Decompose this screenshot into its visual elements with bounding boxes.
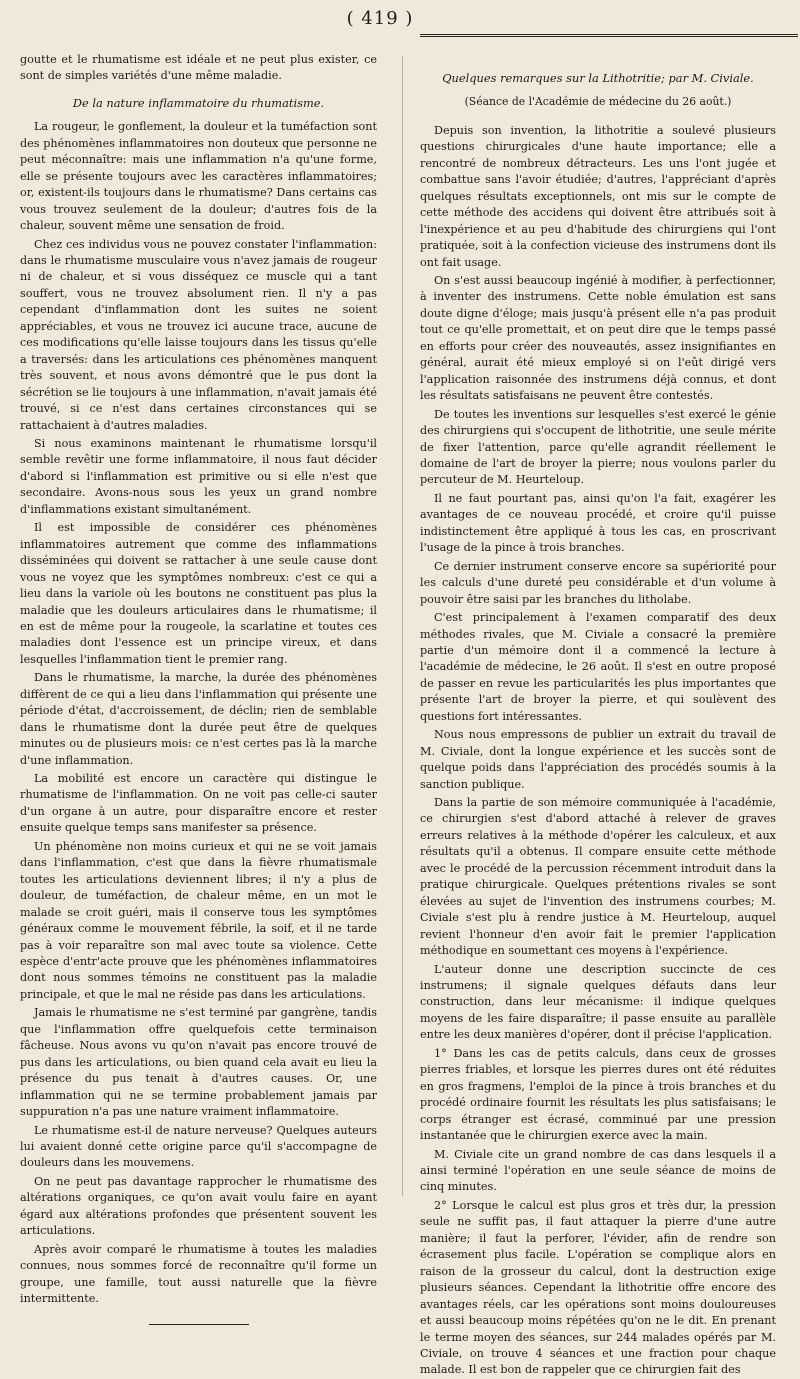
paragraph: On s'est aussi beaucoup ingénié à modifier, à perfectionner, à inventer des instrumens. Cette noble émulation est sans doute digne d'éloge; mais jusqu'à présent elle n'a pas produit tout ce qu'elle promettait, et on peut dire que le temps passé en efforts pour créer des nouveautés, assez insignifiantes en général, aurait été mieux employé si on l'eût dirigé vers l'application raisonnée des instrumens déjà connus, et dont les résultats satisfaisans ne peuvent être contestés.: [420, 273, 776, 403]
paragraph: Le rhumatisme est-il de nature nerveuse? Quelques auteurs lui avaient donné cette origine parce qu'il s'accompagne de douleurs dans les mouvemens.: [20, 1123, 377, 1170]
section-heading: De la nature inflammatoire du rhumatisme.: [72, 95, 325, 110]
left-column: [20, 52, 377, 1325]
paragraph: goutte et le rhumatisme est idéale et ne peut plus exister, ce sont de simples variétés d'une même maladie.: [20, 53, 377, 83]
paragraph: Nous nous empressons de publier un extrait du travail de M. Civiale, dont la longue expérience et les succès sont de quelque poids dans l'appréciation des procédés soumis à la sanction publique.: [420, 728, 776, 791]
paragraph: De toutes les inventions sur lesquelles s'est exercé le génie des chirurgiens qui s'occupent de lithotritie, une seule mérite de fixer l'attention, parce qu'elle agrandit réellement le domaine de l'art de broyer la pierre; nous voulons parler du percuteur de M. Heurteloup.: [420, 407, 776, 487]
paragraph: 2° Lorsque le calcul est plus gros et très dur, la pression seule ne suffit pas, il faut attaquer la pierre d'une autre manière; il faut la perforer, l'évider, afin de rendre son écrasement plus facile. L'opération se complique alors en raison de la grosseur du calcul, dont la destruction exige plusieurs séances. Cependant la lithotritie offre encore des avantages réels, car les opérations sont moins douloureuses et aussi beaucoup moins répétées qu'on ne le dit. En prenant le terme moyen des séances, sur 244 malades opérés par M. Civiale, on trouve 4 séances et une fraction pour chaque malade. Il est bon de rappeler que ce chirurgien fait des: [420, 1198, 776, 1377]
paragraph: Il est impossible de considérer ces phénomènes inflammatoires autrement que comme des inflammations disséminées qui doivent se rattacher à une seule cause dont vous ne voyez que les symptômes nombreux: c'est ce qui a lieu dans la variole où les boutons ne constituent pas plus la maladie que les douleurs articulaires dans le rhumatisme; il en est de même pour la rougeole, la scarlatine et toutes ces maladies dont l'essence est un principe vireux, et dans lesquelles l'inflammation tient le premier rang.: [20, 521, 377, 666]
paragraph: 1° Dans les cas de petits calculs, dans ceux de grosses pierres friables, et lorsque les pierres dures ont été réduites en gros fragmens, l'emploi de la pince à trois branches et du procédé ordinaire fournit les résultats les plus satisfaisans; le corps étranger est écrasé, comminué par une pression instantanée que le chirurgien exerce avec la main.: [420, 1046, 776, 1143]
session-note: (Séance de l'Académie de médecine du 26 août.): [464, 95, 732, 109]
paragraph: Il ne faut pourtant pas, ainsi qu'on l'a fait, exagérer les avantages de ce nouveau procédé, et croire qu'il puisse indistinctement être appliqué à tous les cas, en proscrivant l'usage de la pince à trois branches.: [420, 491, 776, 555]
page-number: ( 419 ): [346, 8, 414, 29]
paragraph: Jamais le rhumatisme ne s'est terminé par gangrène, tandis que l'inflammation offre quelquefois cette terminaison fâcheuse. Nous avons vu qu'on n'avait pas encore trouvé de pus dans les articulations, ou bien quand cela avait eu lieu la présence du pus tenait à d'autres causes. Or, une inflammation qui ne se termine probablement jamais par suppuration n'a pas une nature vraiment inflammatoire.: [20, 1006, 377, 1119]
paragraph: Après avoir comparé le rhumatisme à toutes les maladies connues, nous sommes forcé de reconnaître qu'il forme un groupe, une famille, tout aussi naturelle que la fièvre intermittente.: [20, 1242, 377, 1306]
paragraph: La mobilité est encore un caractère qui distingue le rhumatisme de l'inflammation. On ne voit pas celle-ci sauter d'un organe à un autre, pour disparaître encore et rester ensuite quelque temps sans manifester sa présence.: [20, 772, 377, 835]
paragraph: Si nous examinons maintenant le rhumatisme lorsqu'il semble revêtir une forme inflammatoire, il nous faut décider d'abord si l'inflammation est primitive ou si elle n'est que secondaire. Avons-nous sous les yeux un grand nombre d'inflammations existant simultanément.: [20, 436, 377, 516]
paragraph: Dans la partie de son mémoire communiquée à l'académie, ce chirurgien s'est d'abord attaché à relever de graves erreurs relatives à la méthode d'opérer les calculeux, et aux résultats qu'il a obtenus. Il compare ensuite cette méthode avec le procédé de la percussion récemment introduit dans la pratique chirurgicale. Quelques prétentions rivales se sont élevées au sujet de l'invention des instrumens courbes; M. Civiale s'est plu à rendre justice à M. Heurteloup, auquel revient l'honneur d'en avoir fait le premier l'application méthodique en soumettant ces moyens à l'expérience.: [420, 796, 776, 958]
paragraph: Ce dernier instrument conserve encore sa supériorité pour les calculs d'une dureté peu considérable et d'un volume à pouvoir être saisi par les branches du litholabe.: [420, 559, 776, 606]
paragraph: C'est principalement à l'examen comparatif des deux méthodes rivales, que M. Civiale a consacré la première partie d'un mémoire dont il a commencé la lecture à l'académie de médecine, le 26 août. Il s'est en outre proposé de passer en revue les particularités les plus importantes que présente l'art de broyer la pierre, et qui soulèvent des questions fort intéressantes.: [420, 611, 776, 723]
paragraph: La rougeur, le gonflement, la douleur et la tuméfaction sont des phénomènes inflammatoires non douteux que personne ne peut méconnaître: mais une inflammation n'a qu'une forme, elle se présente toujours avec les caractères inflammatoires; or, existent-ils toujours dans le rhumatisme? Dans certains cas vous trouvez seulement de la douleur; d'autres fois de la chaleur, souvent même une sensation de froid.: [20, 120, 377, 233]
right-column: [420, 60, 776, 1379]
paragraph: Dans le rhumatisme, la marche, la durée des phénomènes diffèrent de ce qui a lieu dans l'inflammation qui présente une période d'état, d'accroissement, de déclin; rien de semblable dans le rhumatisme dont la durée peut être de quelques minutes ou de plusieurs mois: ce n'est certes pas là la marche d'une inflammation.: [20, 671, 377, 767]
end-divider: [149, 1324, 249, 1325]
paragraph: Depuis son invention, la lithotritie a soulevé plusieurs questions chirurgicales d'une haute importance; elle a rencontré de nombreux détracteurs. Les uns l'ont jugée et combattue sans l'avoir étudiée; d'autres, l'appréciant d'après quelques résultats exceptionnels, ont mis sur le compte de cette méthode des accidens qui doivent être attribués soit à l'inexpérience et au peu d'habitude des chirurgiens qui l'ont pratiquée, soit à la confection vicieuse des instrumens dont ils ont fait usage.: [420, 123, 776, 269]
column-separator: [402, 56, 403, 1196]
paragraph: Chez ces individus vous ne pouvez constater l'inflammation: dans le rhumatisme musculaire vous n'avez jamais de rougeur ni de chaleur, et si vous disséquez ce muscle qui a tant souffert, vous ne trouvez absolument rien. Il n'y a pas cependant d'inflammation dont les suites ne soient appréciables, et vous ne trouvez ici aucune trace, aucune de ces modifications qu'elle laisse toujours dans les tissus qu'elle a traversés: dans les articulations ces phénomènes manquent très souvent, et nous avons démontré que le pus dont la sécrétion se lie toujours à une inflammation, n'avait jamais été trouvé, si ce n'est dans certaines circonstances qui se rattachaient à d'autres maladies.: [20, 237, 377, 432]
paragraph: L'auteur donne une description succincte de ces instrumens; il signale quelques défauts dans leur construction, dans leur mécanisme: il indique quelques moyens de les faire disparaître; il passe ensuite au parallèle entre les deux manières d'opérer, dont il précise l'application.: [420, 962, 776, 1042]
paragraph: On ne peut pas davantage rapprocher le rhumatisme des altérations organiques, ce qu'on avait voulu faire en ayant égard aux altérations profondes que présentent souvent les articulations.: [20, 1174, 377, 1238]
paragraph: Un phénomène non moins curieux et qui ne se voit jamais dans l'inflammation, c'est que dans la fièvre rhumatismale toutes les articulations deviennent libres; il n'y a plus de douleur, de tuméfaction, de chaleur même, en un mot le malade se croit guéri, mais il conserve tous les symptômes généraux comme le mouvement fébrile, la soif, et il ne tarde pas à voir reparaître son mal avec toute sa violence. Cette espèce d'entr'acte prouve que les phénomènes inflammatoires dont nous sommes témoins ne constituent pas la maladie principale, et que le mal ne réside pas dans les articulations.: [20, 839, 377, 1001]
article-title: Quelques remarques sur la Lithotritie; par M. Civiale.: [442, 71, 754, 85]
header-rule: [420, 34, 798, 37]
paragraph: M. Civiale cite un grand nombre de cas dans lesquels il a ainsi terminé l'opération en une seule séance de moins de cinq minutes.: [420, 1147, 776, 1194]
